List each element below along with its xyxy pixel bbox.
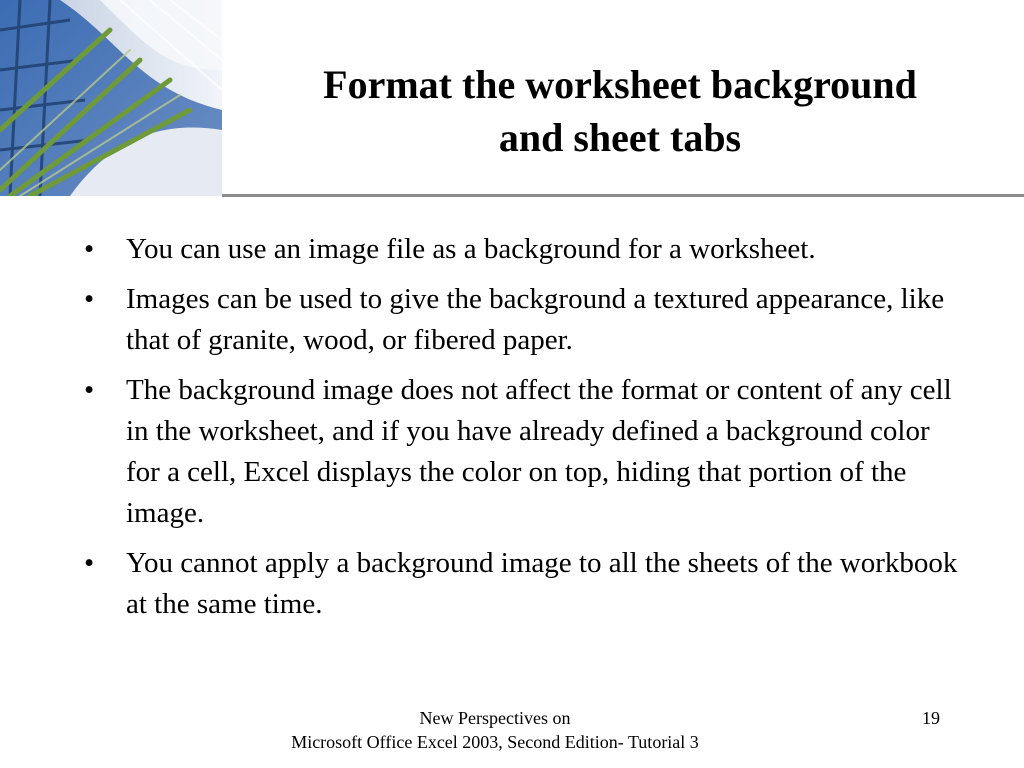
bullet-list — [84, 229, 964, 634]
bullet-dot-icon: • — [84, 233, 95, 265]
slide-title-line-1: Format the worksheet background — [323, 62, 917, 107]
slide-title-line-2: and sheet tabs — [498, 115, 742, 160]
bullet-text: You can use an image file as a background for a worksheet. — [126, 233, 816, 265]
footer-text — [250, 706, 740, 754]
bullet-item — [84, 279, 964, 361]
bullet-text: The background image does not affect the format or content of any cell in the worksheet, and if you have already defined a background color for a cell, Excel displays the color on top, hiding that portion of the image. — [126, 374, 952, 529]
footer-line-2: Microsoft Office Excel 2003, Second Edition- Tutorial 3 — [291, 732, 699, 752]
decorative-architecture-image — [0, 0, 222, 196]
header-divider — [222, 194, 1024, 197]
bullet-item — [84, 229, 964, 270]
bullet-item — [84, 370, 964, 534]
bullet-item — [84, 543, 964, 625]
slide-title — [250, 58, 990, 164]
bullet-text: You cannot apply a background image to all the sheets of the workbook at the same time. — [126, 547, 958, 620]
bullet-dot-icon: • — [84, 283, 95, 315]
bullet-dot-icon: • — [84, 547, 95, 579]
architecture-photo-icon — [0, 0, 222, 196]
footer-line-1: New Perspectives on — [419, 708, 571, 728]
page-number: 19 — [922, 708, 940, 728]
bullet-dot-icon: • — [84, 374, 95, 406]
bullet-text: Images can be used to give the background a textured appearance, like that of granite, wood, or fibered paper. — [126, 283, 945, 356]
